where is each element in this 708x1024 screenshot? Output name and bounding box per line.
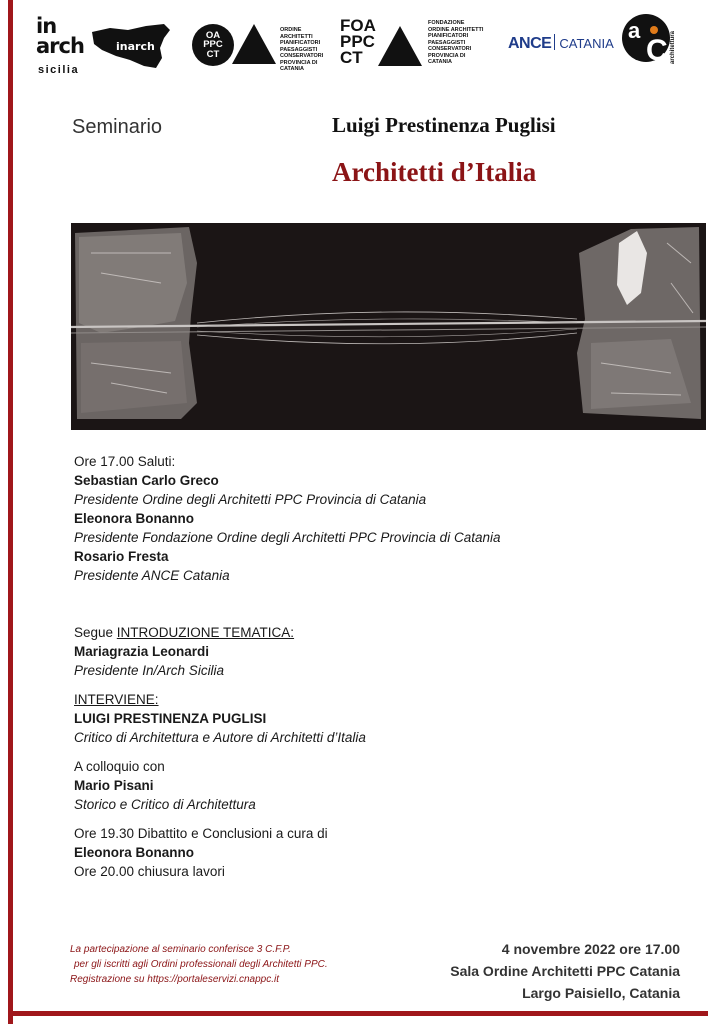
- chiusura-line: Ore 20.00 chiusura lavori: [74, 864, 225, 879]
- logo-bar: [26, 12, 696, 82]
- aiac-vertical-text: architettura: [670, 30, 676, 64]
- colloquio-role: Storico e Critico di Architettura: [74, 797, 256, 812]
- footnote-line3: Registrazione su https://portaleservizi.cnappc.it: [70, 974, 279, 985]
- bridge-plan-image: [71, 223, 706, 430]
- book-title: Architetti d’Italia: [332, 157, 537, 187]
- program: [74, 452, 634, 881]
- event-info: [400, 938, 680, 1004]
- sicily-map-logo: [90, 22, 172, 72]
- interviene-label: INTERVIENE:: [74, 692, 159, 707]
- sicily-mark-text: inarch: [116, 40, 155, 53]
- segue-prefix: Segue: [74, 625, 117, 640]
- event-address: Largo Paisiello, Catania: [522, 985, 680, 1001]
- aiac-dot-icon: [650, 26, 658, 34]
- bridge-plan-drawing: [71, 223, 706, 430]
- speaker2-name: Eleonora Bonanno: [74, 511, 195, 526]
- author-name: Luigi Prestinenza Puglisi: [332, 113, 556, 137]
- speaker1-role: Presidente Ordine degli Architetti PPC Provincia di Catania: [74, 492, 427, 507]
- colloquio-label: A colloquio con: [74, 759, 165, 774]
- oappc-triangle-icon: [232, 24, 276, 64]
- oappc-circle-text: OA PPC CT: [203, 29, 223, 60]
- event-venue: Sala Ordine Architetti PPC Catania: [450, 963, 680, 979]
- segue-topic: INTRODUZIONE TEMATICA:: [116, 625, 295, 640]
- foa-logo: [340, 18, 494, 74]
- speaker3-name: Rosario Fresta: [74, 549, 169, 564]
- dibattito-name: Eleonora Bonanno: [74, 845, 195, 860]
- seminar-label: Seminario: [72, 116, 163, 138]
- foa-mark: FOA PPC CT: [340, 16, 376, 67]
- oappc-logo: [192, 24, 342, 70]
- ance-logo: [508, 34, 618, 54]
- foa-triangle-icon: [378, 26, 422, 66]
- main-speaker-role: Critico di Architettura e Autore di Architetti d’Italia: [74, 730, 366, 745]
- left-border: [8, 0, 13, 1024]
- aiac-logo: [622, 14, 688, 80]
- inarch-mark-line1: in: [36, 14, 57, 38]
- oappc-text: ORDINE ARCHITETTI PIANIFICATORI PAESAGGISTI CONSERVATORI PROVINCIA DI CATANIA: [280, 27, 324, 72]
- colloquio-name: Mario Pisani: [74, 778, 154, 793]
- oappc-circle: [192, 24, 234, 66]
- bottom-border: [8, 1011, 708, 1016]
- intro-role: Presidente In/Arch Sicilia: [74, 663, 225, 678]
- cfp-footnote: [70, 942, 400, 987]
- footnote-line1: La partecipazione al seminario conferisce 3 C.F.P.: [70, 944, 291, 955]
- ance-city: CATANIA: [559, 36, 614, 51]
- inarch-sicilia-logo: [32, 14, 84, 78]
- intro-name: Mariagrazia Leonardi: [74, 644, 210, 659]
- inarch-mark-line2: arch: [36, 34, 84, 58]
- sicily-shape-icon: [90, 22, 172, 72]
- dibattito-line: Ore 19.30 Dibattito e Conclusioni a cura di: [74, 826, 328, 841]
- inarch-sub: sicilia: [38, 64, 80, 76]
- saluti-time: Ore 17.00 Saluti:: [74, 454, 176, 469]
- foa-text: FONDAZIONE ORDINE ARCHITETTI PIANIFICATORI PAESAGGISTI CONSERVATORI PROVINCIA DI CATANIA: [428, 20, 484, 65]
- speaker3-role: Presidente ANCE Catania: [74, 568, 230, 583]
- speaker1-name: Sebastian Carlo Greco: [74, 473, 219, 488]
- aiac-letter-a: a: [628, 18, 641, 43]
- ance-name: ANCE: [508, 35, 552, 52]
- segue-line: [74, 623, 634, 642]
- aiac-letter-c: C: [646, 34, 668, 67]
- footnote-line2: per gli iscritti agli Ordini professionali degli Architetti PPC.: [74, 959, 328, 970]
- event-date: 4 novembre 2022 ore 17.00: [501, 941, 680, 957]
- speaker2-role: Presidente Fondazione Ordine degli Architetti PPC Provincia di Catania: [74, 530, 501, 545]
- main-speaker-name: LUIGI PRESTINENZA PUGLISI: [74, 711, 267, 726]
